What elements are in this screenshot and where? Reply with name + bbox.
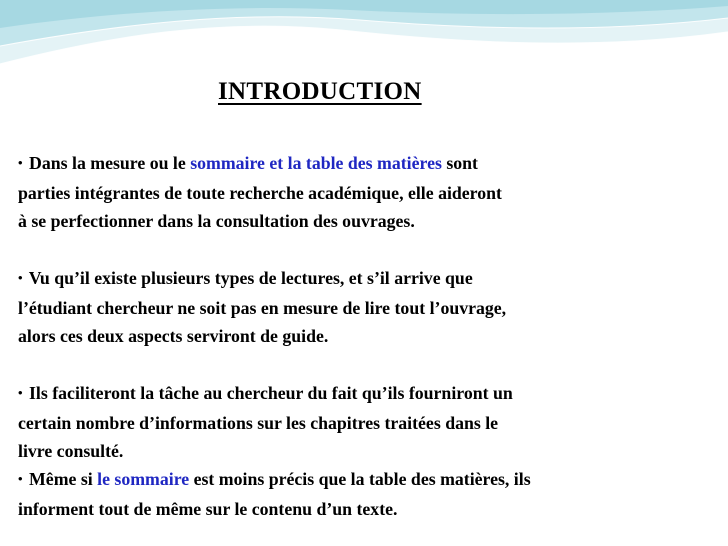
slide-title: INTRODUCTION — [218, 78, 422, 105]
paragraph-1-line-3: à se perfectionner dans la consultation des ouvrages. — [18, 211, 415, 232]
paragraph-3-line-2: certain nombre d’informations sur les chapitres traitées dans le — [18, 412, 499, 433]
paragraph-4-line-1: • Même si le sommaire est moins précis que la table des matières, ils — [18, 469, 531, 490]
highlight-sommaire-table: sommaire et la table des matières — [190, 153, 442, 173]
wave-header-decoration — [0, 0, 728, 90]
paragraph-2-line-1: • Vu qu’il existe plusieurs types de lectures, et s’il arrive que — [18, 267, 473, 288]
highlight-le-sommaire: le sommaire — [97, 469, 190, 490]
paragraph-2-line-3: alors ces deux aspects serviront de guide. — [18, 326, 329, 347]
paragraph-2-line-2: l’étudiant chercheur ne soit pas en mesure de lire tout l’ouvrage, — [18, 298, 507, 318]
slide-body — [18, 149, 724, 524]
bullet-icon: • — [18, 155, 23, 170]
paragraph-1-line-1: • Dans la mesure ou le sommaire et la table des matières sont — [18, 153, 478, 173]
paragraph-3-line-1: • Ils faciliteront la tâche au chercheur du fait qu’ils fourniront un — [18, 382, 513, 403]
paragraph-1-line-2: parties intégrantes de toute recherche académique, elle aideront — [18, 183, 502, 204]
bullet-icon: • — [18, 384, 23, 400]
paragraph-3-line-3: livre consulté. — [18, 441, 124, 461]
bullet-icon: • — [18, 471, 23, 487]
paragraph-4-line-2: informent tout de même sur le contenu d’un texte. — [18, 499, 398, 520]
bullet-icon: • — [18, 269, 23, 285]
